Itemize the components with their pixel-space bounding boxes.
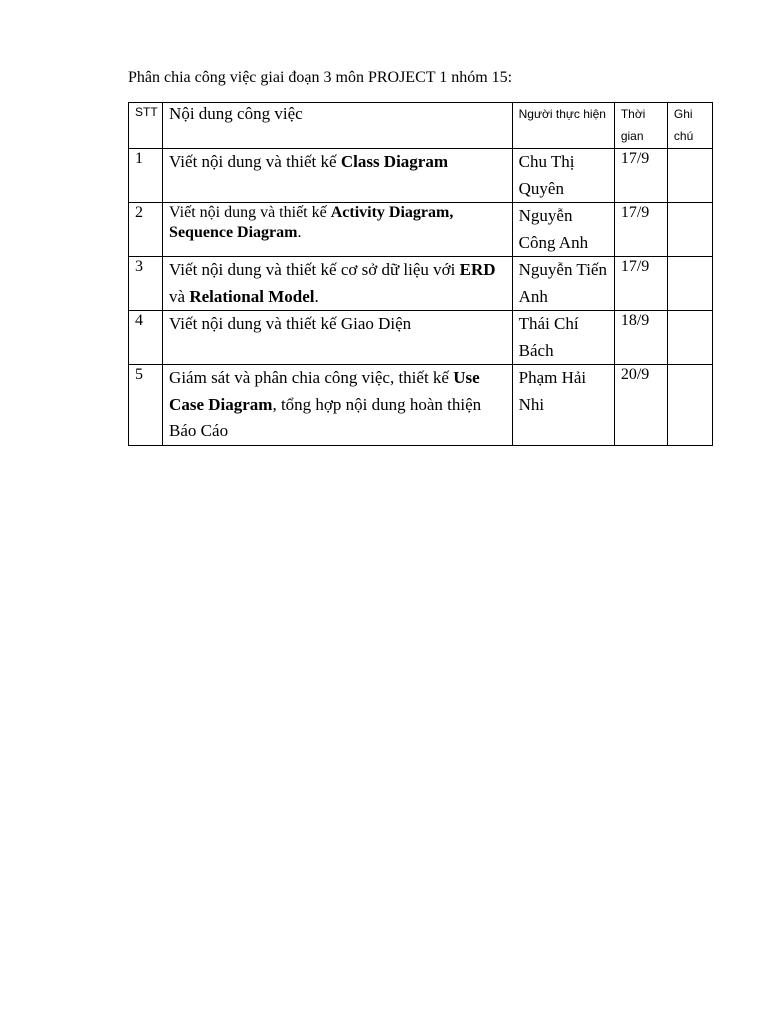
content-text: .: [297, 224, 302, 241]
content-text: Viết nội dung và thiết kế: [169, 204, 331, 221]
cell-stt: 3: [129, 257, 163, 311]
table-row: [129, 257, 713, 311]
cell-note: [667, 311, 712, 365]
content-bold: Use Case Diagram: [169, 368, 480, 414]
content-text: .: [314, 286, 319, 306]
cell-time: 17/9: [614, 149, 667, 203]
table-header-row: [129, 103, 713, 149]
header-content: Nội dung công việc: [163, 103, 513, 149]
header-person: Người thực hiện: [512, 103, 614, 149]
content-text: Viết nội dung và thiết kế cơ sở dữ liệu với: [169, 260, 460, 279]
cell-time: 18/9: [614, 311, 667, 365]
content-bold: Relational Model: [189, 286, 315, 306]
cell-content: [163, 365, 513, 446]
table-row: [129, 365, 713, 446]
task-assignment-table: [128, 102, 713, 446]
content-bold: Class Diagram: [340, 152, 449, 171]
table-row: [129, 311, 713, 365]
cell-person: Phạm Hải Nhi: [512, 365, 614, 446]
cell-stt: 1: [129, 149, 163, 203]
cell-person: Chu Thị Quyên: [512, 149, 614, 203]
content-bold: Activity Diagram, Sequence Diagram: [169, 204, 454, 241]
header-time: Thời gian: [614, 103, 667, 149]
cell-note: [667, 149, 712, 203]
content-bold: ERD: [459, 260, 496, 279]
table-row: [129, 203, 713, 257]
cell-stt: 2: [129, 203, 163, 257]
content-text: Giám sát và phân chia công việc, thiết kế: [169, 368, 454, 387]
cell-time: 17/9: [614, 257, 667, 311]
content-text: và: [169, 286, 190, 306]
cell-note: [667, 203, 712, 257]
cell-stt: 4: [129, 311, 163, 365]
cell-person: Thái Chí Bách: [512, 311, 614, 365]
cell-content: [163, 149, 513, 203]
header-note: Ghi chú: [667, 103, 712, 149]
cell-content: Viết nội dung và thiết kế Giao Diện: [163, 311, 513, 365]
cell-stt: 5: [129, 365, 163, 446]
content-text: , tổng hợp nội dung hoàn thiện Báo Cáo: [169, 394, 482, 440]
cell-person: Nguyễn Tiến Anh: [512, 257, 614, 311]
cell-note: [667, 365, 712, 446]
page-title: Phân chia công việc giai đoạn 3 môn PROJECT 1 nhóm 15:: [128, 69, 513, 86]
cell-time: 20/9: [614, 365, 667, 446]
content-text: Viết nội dung và thiết kế: [169, 152, 341, 171]
cell-note: [667, 257, 712, 311]
header-stt: STT: [129, 103, 163, 149]
cell-content: [163, 203, 513, 257]
table-row: [129, 149, 713, 203]
cell-time: 17/9: [614, 203, 667, 257]
cell-content: [163, 257, 513, 311]
cell-person: Nguyễn Công Anh: [512, 203, 614, 257]
